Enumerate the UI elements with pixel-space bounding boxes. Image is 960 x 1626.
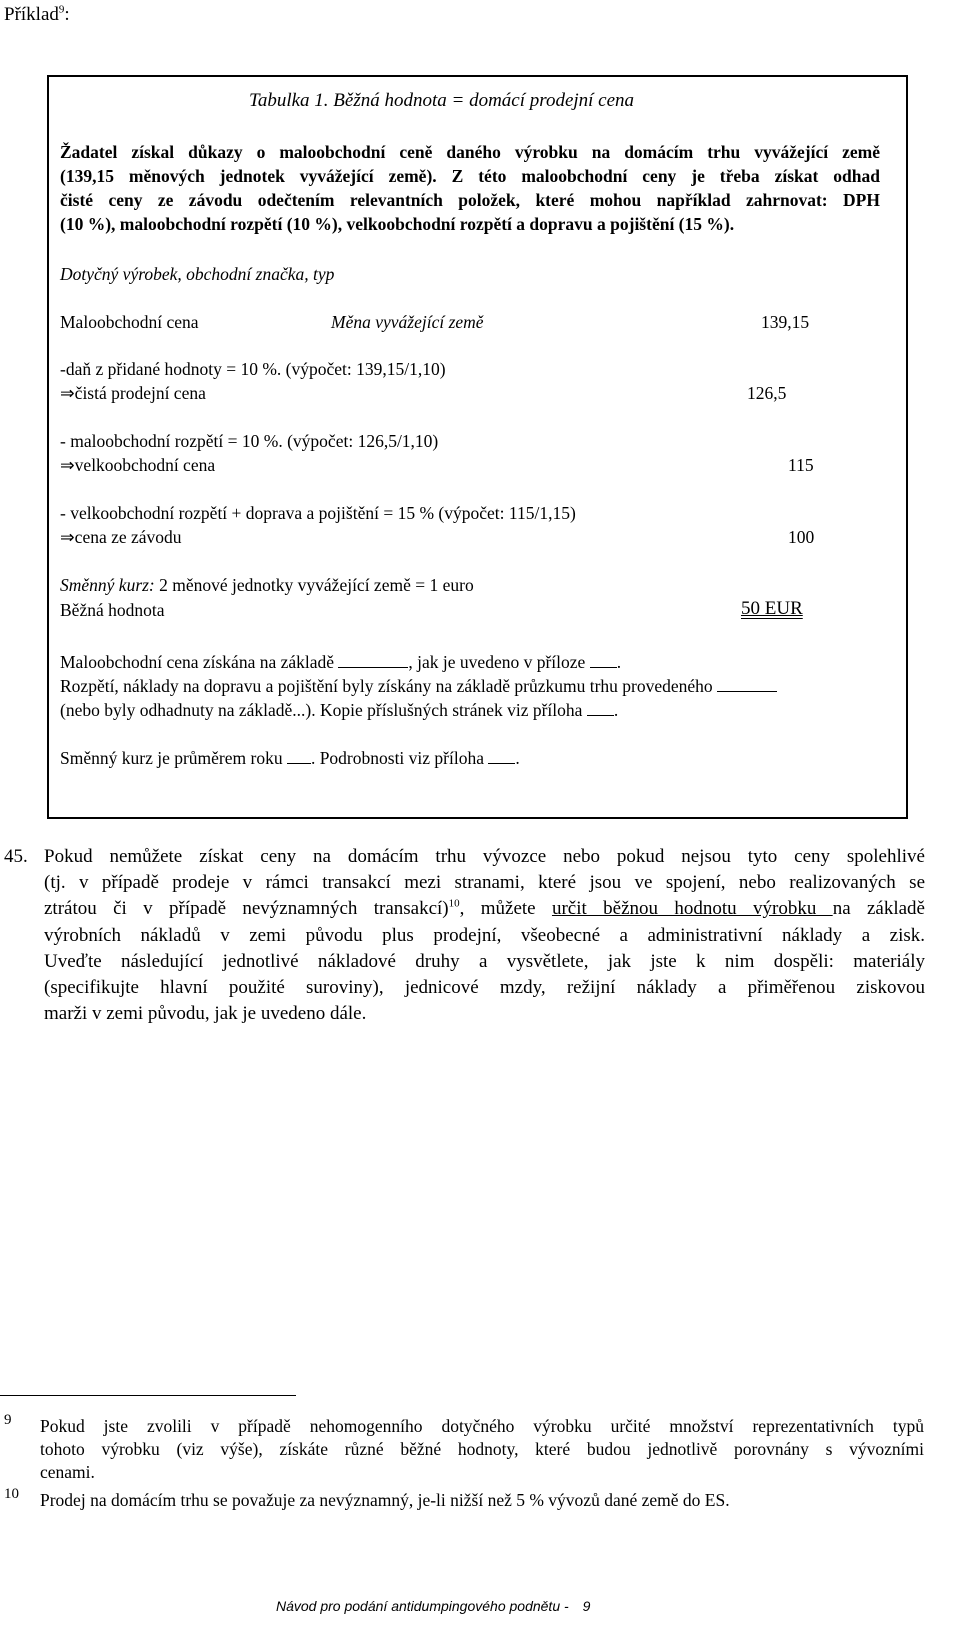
net-value: 126,5 bbox=[747, 383, 787, 403]
retail-margin-line: - maloobchodní rozpětí = 10 %. (výpočet: 126,5/1,10) bbox=[60, 431, 439, 451]
exworks-row: ⇒cena ze závodu bbox=[60, 527, 182, 547]
footnote-line: Prodej na domácím trhu se považuje za nevýznamný, je-li nižší než 5 % vývozů dané země do ES. bbox=[40, 1490, 730, 1510]
implies-arrow-icon: ⇒ bbox=[60, 455, 75, 475]
note-margin-source: Rozpětí, náklady na dopravu a pojištění byly získány na základě průzkumu trhu provedeného bbox=[60, 674, 777, 698]
implies-arrow-icon: ⇒ bbox=[60, 383, 75, 403]
intro-line: (10 %), maloobchodní rozpětí (10 %), velkoobchodní rozpětí a dopravu a pojištění (15 %). bbox=[60, 214, 735, 234]
footnote-number: 10 bbox=[4, 1486, 19, 1502]
intro-line: (139,15 měnových jednotek vyvážející země). Z této maloobchodní ceny je třeba získat odhad bbox=[60, 166, 880, 186]
note-exchange-rate: Směnný kurz je průměrem roku . Podrobnosti viz příloha . bbox=[60, 748, 520, 768]
intro-line: Žadatel získal důkazy o maloobchodní ceně daného výrobku na domácím trhu vyvážející země bbox=[60, 142, 880, 162]
product-label: Dotyčný výrobek, obchodní značka, typ bbox=[60, 264, 335, 284]
fill-in-blank bbox=[590, 652, 617, 668]
normal-value-link: určit běžnou hodnotu výrobku bbox=[551, 898, 833, 919]
retail-value: 139,15 bbox=[761, 312, 810, 332]
wholesale-value: 115 bbox=[788, 455, 814, 475]
vat-line: -daň z přidané hodnoty = 10 %. (výpočet: 139,15/1,10) bbox=[60, 359, 446, 379]
normal-value: 50 EUR bbox=[741, 598, 803, 619]
exworks-value: 100 bbox=[788, 527, 815, 547]
paragraph-line: (specifikujte hlavní použité suroviny), jednicové mzdy, režijní náklady a přiměřenou ziskovou bbox=[44, 977, 925, 998]
note-retail-source: Maloobchodní cena získána na základě , jak je uvedeno v příloze . bbox=[60, 652, 622, 672]
paragraph-line: Uveďte následující jednotlivé nákladové druhy a vysvětlete, jak jste k nim dospěli: materiály bbox=[44, 951, 925, 972]
note-estimate: (nebo byly odhadnuty na základě...). Kopie příslušných stránek viz příloha . bbox=[60, 700, 619, 720]
paragraph-line: výrobních nákladů v zemi původu plus prodejní, všeobecné a administrativní náklady a zisk. bbox=[44, 925, 925, 946]
fill-in-blank bbox=[338, 652, 408, 668]
normal-value-label: Běžná hodnota bbox=[60, 600, 165, 620]
page-footer: Návod pro podání antidumpingového podnětu - 9 bbox=[276, 1598, 591, 1614]
table-title: Tabulka 1. Běžná hodnota = domácí prodejní cena bbox=[249, 90, 635, 111]
page-number: 9 bbox=[582, 1598, 591, 1614]
paragraph-line: marži v zemi původu, jak je uvedeno dále. bbox=[44, 1003, 367, 1024]
wholesale-margin-line: - velkoobchodní rozpětí + doprava a pojištění = 15 % (výpočet: 115/1,15) bbox=[60, 503, 576, 523]
footnote-line: Pokud jste zvolili v případě nehomogenního dotyčného výrobku určité množství reprezentativních typů bbox=[40, 1416, 924, 1436]
footnote-line: cenami. bbox=[40, 1462, 95, 1482]
footnote-number: 9 bbox=[4, 1412, 12, 1428]
fill-in-blank bbox=[287, 748, 311, 764]
paragraph-line: Pokud nemůžete získat ceny na domácím trhu vývozce nebo pokud nejsou tyto ceny spolehlivé bbox=[44, 846, 925, 867]
wholesale-price-row: ⇒velkoobchodní cena bbox=[60, 455, 216, 475]
fill-in-blank bbox=[717, 676, 777, 692]
currency-label: Měna vyvážející země bbox=[331, 312, 484, 332]
fill-in-blank bbox=[587, 700, 614, 716]
page-heading: Příklad$^9$: bbox=[4, 3, 70, 25]
paragraph-number: 45. bbox=[4, 846, 28, 867]
net-price-row: ⇒čistá prodejní cena bbox=[60, 383, 206, 403]
fill-in-blank bbox=[488, 748, 515, 764]
exchange-rate-row: Směnný kurz: 2 měnové jednotky vyvážející země = 1 euro bbox=[60, 575, 474, 595]
paragraph-line: ztrátou či v případě nevýznamných transakcí)$^{10}$, můžete určit běžnou hodnotu výrobku na základě bbox=[44, 897, 925, 919]
paragraph-line: (tj. v případě prodeje v rámci transakcí mezi stranami, které jsou ve spojení, nebo realizovaných se bbox=[44, 872, 925, 893]
intro-line: čisté ceny ze závodu odečtením relevantních položek, které mohou například zahrnovat: DPH bbox=[60, 190, 880, 210]
retail-label: Maloobchodní cena bbox=[60, 312, 199, 332]
footnote-line: tohoto výrobku (viz výše), získáte různé běžné hodnoty, které budou jednotlivě porovnány s vývozními bbox=[40, 1439, 924, 1459]
implies-arrow-icon: ⇒ bbox=[60, 527, 75, 547]
footnote-divider bbox=[0, 1395, 296, 1396]
